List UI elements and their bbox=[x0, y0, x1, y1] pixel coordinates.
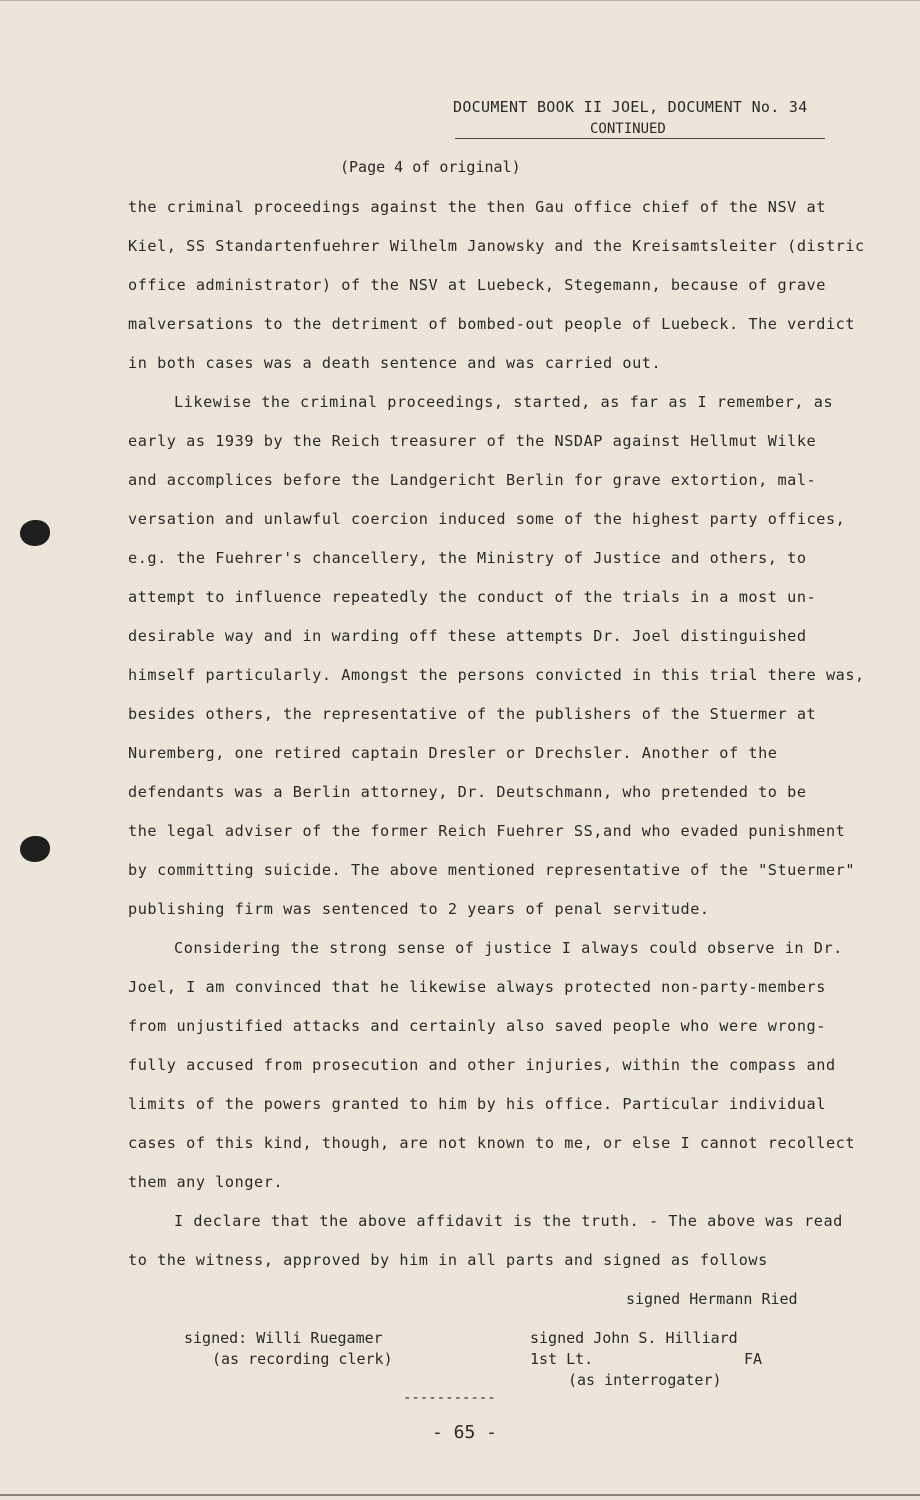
signature-block-interrogator bbox=[530, 1328, 762, 1391]
text-line: in both cases was a death sentence and was carried out. bbox=[128, 354, 662, 372]
text-line: Joel, I am convinced that he likewise always protected non-party-members bbox=[128, 978, 826, 996]
document-header: DOCUMENT BOOK II JOEL, DOCUMENT No. 34 bbox=[453, 98, 808, 116]
text-line: versation and unlawful coercion induced some of the highest party offices, bbox=[128, 510, 846, 528]
text-line: defendants was a Berlin attorney, Dr. Deutschmann, who pretended to be bbox=[128, 783, 807, 801]
paragraph-start-line: I declare that the above affidavit is the truth. - The above was read bbox=[174, 1212, 843, 1230]
separator-dashes: ----------- bbox=[403, 1390, 496, 1406]
interrogator-role: (as interrogater) bbox=[568, 1371, 722, 1389]
text-line: and accomplices before the Landgericht Berlin for grave extortion, mal- bbox=[128, 471, 817, 489]
text-line: besides others, the representative of the publishers of the Stuermer at bbox=[128, 705, 817, 723]
interrogator-rank: 1st Lt. bbox=[530, 1350, 594, 1368]
header-underline bbox=[455, 138, 825, 139]
page-bottom-edge bbox=[0, 1494, 920, 1496]
signature-ried: signed Hermann Ried bbox=[626, 1290, 798, 1308]
text-line: attempt to influence repeatedly the conduct of the trials in a most un- bbox=[128, 588, 817, 606]
text-line: cases of this kind, though, are not known to me, or else I cannot recollect bbox=[128, 1134, 856, 1152]
text-line: publishing firm was sentenced to 2 years of penal servitude. bbox=[128, 900, 710, 918]
affidavit-body bbox=[128, 188, 868, 1280]
interrogator-signature: signed John S. Hilliard bbox=[530, 1329, 738, 1347]
text-line: malversations to the detriment of bombed-out people of Luebeck. The verdict bbox=[128, 315, 856, 333]
text-line: office administrator) of the NSV at Luebeck, Stegemann, because of grave bbox=[128, 276, 826, 294]
text-line: Nuremberg, one retired captain Dresler or Drechsler. Another of the bbox=[128, 744, 778, 762]
text-line: fully accused from prosecution and other injuries, within the compass and bbox=[128, 1056, 836, 1074]
text-line: the legal adviser of the former Reich Fuehrer SS,and who evaded punishment bbox=[128, 822, 846, 840]
clerk-signature: signed: Willi Ruegamer bbox=[184, 1329, 383, 1347]
paragraph-start-line: Likewise the criminal proceedings, started, as far as I remember, as bbox=[174, 393, 834, 411]
text-line: desirable way and in warding off these attempts Dr. Joel distinguished bbox=[128, 627, 807, 645]
text-line: the criminal proceedings against the then Gau office chief of the NSV at bbox=[128, 198, 826, 216]
text-line: them any longer. bbox=[128, 1173, 284, 1191]
original-page-reference: (Page 4 of original) bbox=[340, 158, 521, 176]
interrogator-rank-row bbox=[530, 1349, 762, 1370]
signature-block-clerk bbox=[184, 1328, 393, 1370]
paragraph-start-line: Considering the strong sense of justice I always could observe in Dr. bbox=[174, 939, 843, 957]
text-line: Kiel, SS Standartenfuehrer Wilhelm Janowsky and the Kreisamtsleiter (distric bbox=[128, 237, 865, 255]
text-line: himself particularly. Amongst the persons convicted in this trial there was, bbox=[128, 666, 865, 684]
text-line: e.g. the Fuehrer's chancellery, the Ministry of Justice and others, to bbox=[128, 549, 807, 567]
page-number: - 65 - bbox=[432, 1422, 498, 1443]
text-line: from unjustified attacks and certainly also saved people who were wrong- bbox=[128, 1017, 826, 1035]
interrogator-branch: FA bbox=[743, 1350, 762, 1368]
continued-label: CONTINUED bbox=[590, 121, 666, 137]
punch-hole-icon bbox=[20, 520, 50, 546]
text-line: early as 1939 by the Reich treasurer of the NSDAP against Hellmut Wilke bbox=[128, 432, 817, 450]
punch-hole-icon bbox=[20, 836, 50, 862]
page-top-edge bbox=[0, 0, 920, 1]
text-line: by committing suicide. The above mentioned representative of the "Stuermer" bbox=[128, 861, 856, 879]
clerk-role: (as recording clerk) bbox=[212, 1350, 393, 1368]
text-line: limits of the powers granted to him by his office. Particular individual bbox=[128, 1095, 826, 1113]
text-line: to the witness, approved by him in all parts and signed as follows bbox=[128, 1251, 768, 1269]
